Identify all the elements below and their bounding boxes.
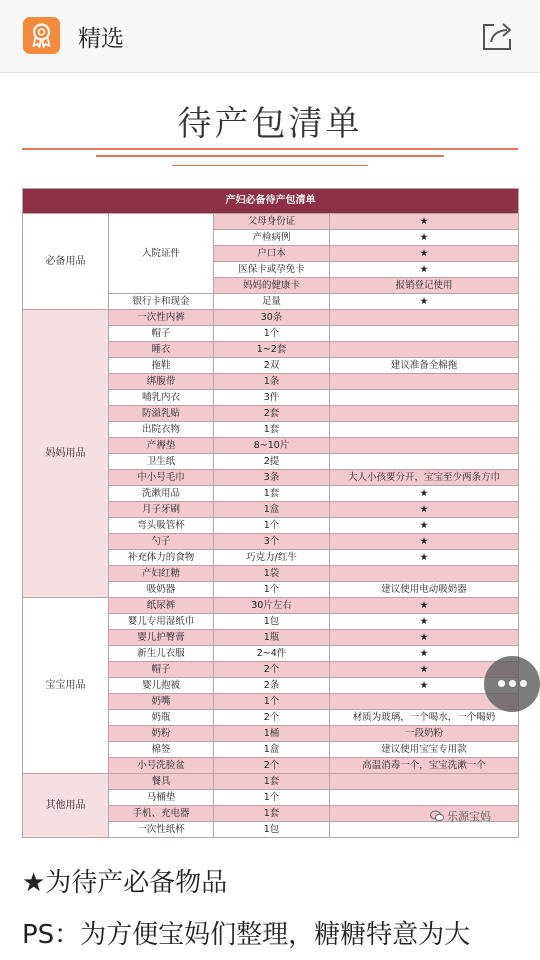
qty-cell: 3条 — [214, 470, 330, 486]
item-cell: 奶粉 — [109, 726, 214, 742]
note-cell: ★ — [330, 502, 519, 518]
item-cell: 补充体力的食物 — [109, 550, 214, 566]
category-cell: 妈妈用品 — [23, 310, 109, 598]
checklist-table — [22, 188, 519, 838]
qty-cell: 1个 — [214, 790, 330, 806]
item-cell: 睡衣 — [109, 342, 214, 358]
table-row — [23, 774, 519, 790]
note-cell — [330, 326, 519, 342]
item-cell: 产褥垫 — [109, 438, 214, 454]
item-cell: 月子牙刷 — [109, 502, 214, 518]
qty-cell: 1套 — [214, 422, 330, 438]
category-cell: 其他用品 — [23, 774, 109, 838]
note-cell: ★ — [330, 294, 519, 310]
table-title: 产妇必备待产包清单 — [23, 189, 519, 214]
note-cell: ★ — [330, 534, 519, 550]
item-cell: 马桶垫 — [109, 790, 214, 806]
note-cell — [330, 566, 519, 582]
note-cell: ★ — [330, 214, 519, 230]
qty-cell: 1桶 — [214, 726, 330, 742]
item-cell: 银行卡和现金 — [109, 294, 214, 310]
item-cell: 中小号毛巾 — [109, 470, 214, 486]
item-cell: 卫生纸 — [109, 454, 214, 470]
item-cell: 婴儿抱被 — [109, 678, 214, 694]
watermark — [430, 808, 491, 824]
item-cell: 奶嘴 — [109, 694, 214, 710]
qty-cell: 1包 — [214, 822, 330, 838]
qty-cell: 1~2套 — [214, 342, 330, 358]
watermark-text: 乐源宝妈 — [447, 810, 491, 823]
qty-cell: 30条 — [214, 310, 330, 326]
category-cell: 必备用品 — [23, 214, 109, 310]
category-cell: 宝宝用品 — [23, 598, 109, 774]
note-cell: 建议使用电动吸奶器 — [330, 582, 519, 598]
qty-cell: 30片左右 — [214, 598, 330, 614]
note-cell: ★ — [330, 662, 519, 678]
qty-cell: 1盒 — [214, 502, 330, 518]
note-cell: ★ — [330, 550, 519, 566]
item-cell: 帽子 — [109, 662, 214, 678]
item-cell: 洗漱用品 — [109, 486, 214, 502]
qty-cell: 2条 — [214, 678, 330, 694]
item-cell: 防溢乳贴 — [109, 406, 214, 422]
item-cell: 新生儿衣服 — [109, 646, 214, 662]
qty-cell: 1包 — [214, 614, 330, 630]
table-row — [23, 598, 519, 614]
note-cell: ★ — [330, 246, 519, 262]
qty-cell: 3件 — [214, 390, 330, 406]
note-cell — [330, 422, 519, 438]
qty-cell: 1盒 — [214, 742, 330, 758]
item-cell: 餐具 — [109, 774, 214, 790]
item-cell: 产妇红糖 — [109, 566, 214, 582]
table-row — [23, 214, 519, 230]
note-cell: ★ — [330, 630, 519, 646]
item-cell: 哺乳内衣 — [109, 390, 214, 406]
item-cell: 拖鞋 — [109, 358, 214, 374]
qty-cell: 1套 — [214, 774, 330, 790]
note-cell — [330, 774, 519, 790]
qty-cell: 1袋 — [214, 566, 330, 582]
item-cell: 产检病例 — [214, 230, 330, 246]
share-icon[interactable] — [480, 20, 516, 52]
qty-cell: 1个 — [214, 694, 330, 710]
item-cell: 勺子 — [109, 534, 214, 550]
qty-cell: 1套 — [214, 806, 330, 822]
note-cell — [330, 390, 519, 406]
qty-cell: 2提 — [214, 454, 330, 470]
item-cell: 绑腹带 — [109, 374, 214, 390]
note-cell: 大人小孩要分开，宝宝至少两条方巾 — [330, 470, 519, 486]
item-cell: 一次性纸杯 — [109, 822, 214, 838]
note-cell — [330, 342, 519, 358]
qty-cell: 2双 — [214, 358, 330, 374]
subcategory-cell: 入院证件 — [109, 214, 214, 294]
top-bar — [0, 0, 540, 73]
item-cell: 婴儿专用湿纸巾 — [109, 614, 214, 630]
item-cell: 医保卡或孕免卡 — [214, 262, 330, 278]
qty-cell: 2个 — [214, 758, 330, 774]
qty-cell: 2个 — [214, 710, 330, 726]
note-cell — [330, 310, 519, 326]
qty-cell: 2套 — [214, 406, 330, 422]
item-cell: 一次性内裤 — [109, 310, 214, 326]
star-legend-note: ★为待产必备物品 — [22, 868, 228, 898]
note-cell: 一段奶粉 — [330, 726, 519, 742]
note-cell: ★ — [330, 678, 519, 694]
note-cell: 材质为玻璃，一个喝水，一个喝奶 — [330, 710, 519, 726]
note-cell — [330, 438, 519, 454]
more-dots-icon[interactable] — [484, 656, 540, 712]
item-cell: 棉签 — [109, 742, 214, 758]
item-cell: 奶瓶 — [109, 710, 214, 726]
qty-cell: 足量 — [214, 294, 330, 310]
note-cell: 高温消毒一个，宝宝洗漱一个 — [330, 758, 519, 774]
note-cell: ★ — [330, 614, 519, 630]
note-cell: ★ — [330, 486, 519, 502]
badge-icon[interactable] — [23, 17, 60, 54]
note-cell: ★ — [330, 646, 519, 662]
qty-cell: 3个 — [214, 534, 330, 550]
note-cell: 报销登记使用 — [330, 278, 519, 294]
qty-cell: 1瓶 — [214, 630, 330, 646]
item-cell: 婴儿护臀膏 — [109, 630, 214, 646]
table-row — [23, 310, 519, 326]
qty-cell: 1个 — [214, 326, 330, 342]
note-cell: ★ — [330, 230, 519, 246]
qty-cell: 1个 — [214, 582, 330, 598]
qty-cell: 1个 — [214, 518, 330, 534]
note-cell: 建议使用宝宝专用款 — [330, 742, 519, 758]
item-cell: 小号洗脸盆 — [109, 758, 214, 774]
qty-cell: 1套 — [214, 486, 330, 502]
note-cell: ★ — [330, 262, 519, 278]
title-divider — [96, 155, 444, 157]
item-cell: 父母身份证 — [214, 214, 330, 230]
qty-cell: 2~4件 — [214, 646, 330, 662]
note-cell — [330, 790, 519, 806]
qty-cell: 8~10片 — [214, 438, 330, 454]
item-cell: 户口本 — [214, 246, 330, 262]
item-cell: 手机、充电器 — [109, 806, 214, 822]
item-cell: 纸尿裤 — [109, 598, 214, 614]
qty-cell: 2个 — [214, 662, 330, 678]
qty-cell: 1条 — [214, 374, 330, 390]
item-cell: 吸奶器 — [109, 582, 214, 598]
article-title: 待产包清单 — [177, 104, 363, 144]
note-cell: ★ — [330, 518, 519, 534]
note-cell — [330, 454, 519, 470]
page-header-title: 精选 — [78, 26, 124, 52]
wechat-icon — [430, 810, 444, 822]
title-divider — [172, 165, 368, 166]
note-cell: 建议准备全棉拖 — [330, 358, 519, 374]
item-cell: 弯头吸管杯 — [109, 518, 214, 534]
item-cell: 帽子 — [109, 326, 214, 342]
qty-cell: 巧克力/红牛 — [214, 550, 330, 566]
note-cell — [330, 374, 519, 390]
note-cell — [330, 406, 519, 422]
item-cell: 妈妈的健康卡 — [214, 278, 330, 294]
item-cell: 出院衣物 — [109, 422, 214, 438]
table-header-row — [23, 189, 519, 214]
ps-note: PS：为方便宝妈们整理，糖糖特意为大 — [22, 920, 471, 950]
note-cell: ★ — [330, 598, 519, 614]
title-divider — [22, 148, 518, 150]
